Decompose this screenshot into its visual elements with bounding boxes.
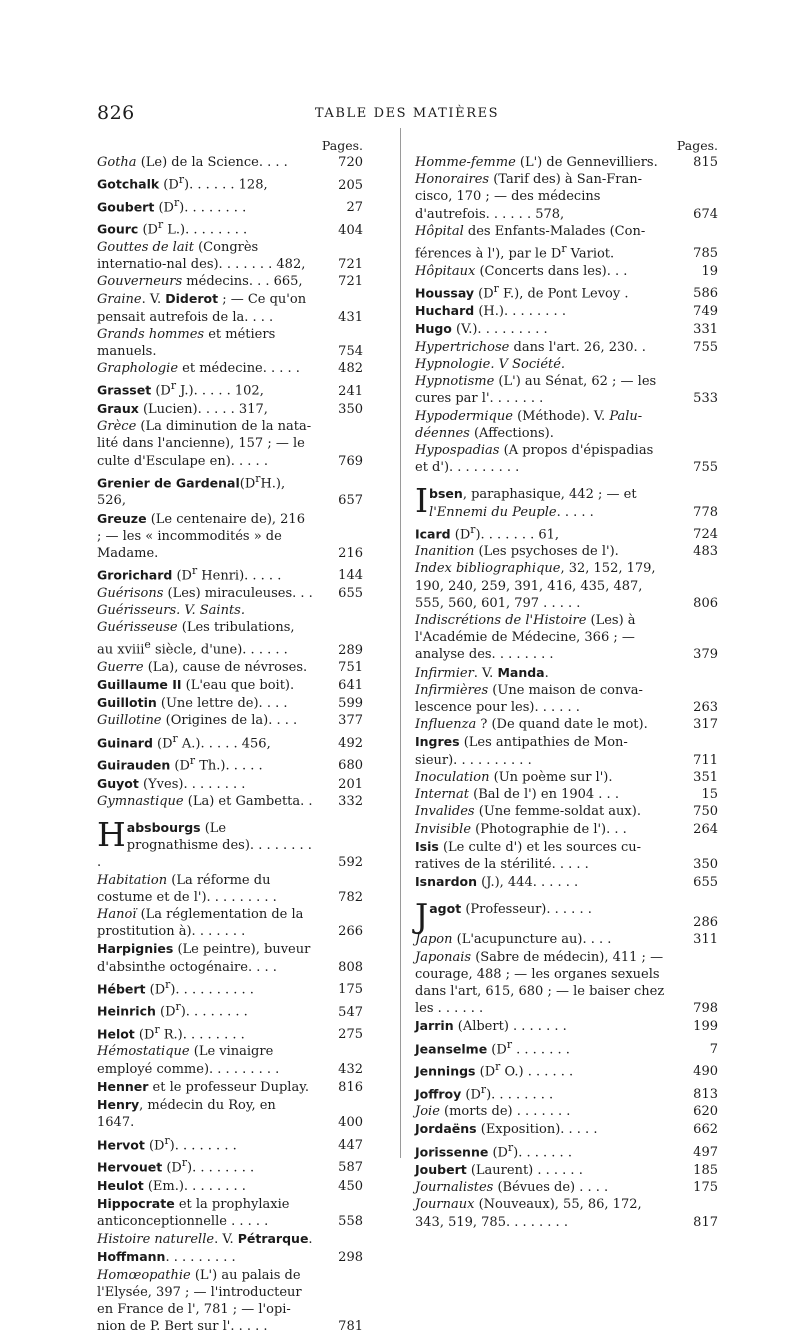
index-entry-page: 266: [338, 924, 363, 940]
index-entry-heading: Heulot (Em.). . . . . . . .: [97, 1177, 246, 1194]
index-entry: [415, 786, 718, 803]
index-entry: [97, 976, 363, 999]
index-entry-heading: Gourc ($D^r$ L.). . . . . . . .: [97, 218, 248, 238]
index-entry-heading: Hippocrate et la prophylaxie anticonceptionnelle . . . . .: [97, 1195, 290, 1229]
index-entry-heading: Indiscrétions de l'Histoire (Les) à l'Académie de Médecine, 366 ; — analyse des. . . . . . . .: [415, 613, 636, 663]
index-entry: [97, 998, 363, 1021]
index-entry: [415, 838, 718, 873]
index-entry: [415, 1196, 718, 1230]
index-entry-page: 199: [693, 1019, 718, 1035]
index-entry-page: 806: [693, 595, 718, 611]
index-entry: [97, 400, 363, 418]
index-entry: [415, 1120, 718, 1138]
index-entry-heading: Isis (Le culte d') et les sources cu-ratives de la stérilité. . . . .: [415, 838, 642, 872]
index-list-left: [97, 154, 363, 1335]
index-entry-page: 592: [338, 855, 363, 871]
index-entry-heading: Heinrich $(D^r)$. . . . . . . .: [97, 1000, 248, 1020]
index-entry-heading: Guérisseurs. V. Saints.: [97, 602, 245, 618]
index-entry: [97, 676, 363, 694]
index-entry: [97, 602, 363, 619]
index-entry-heading: Harpignies (Le peintre), buveur d'absinthe octogénaire. . . .: [97, 941, 311, 975]
index-entry: [415, 769, 718, 786]
index-entry-page: 331: [693, 322, 718, 338]
index-entry: [415, 1103, 718, 1120]
index-entry: [415, 408, 718, 442]
index-entry: [415, 521, 718, 544]
index-entry: [415, 320, 718, 338]
index-entry-heading: Gotchalk $(D^r)$. . . . . . 128,: [97, 173, 268, 193]
index-entry: [415, 263, 718, 280]
index-entry-heading: Journalistes (Bévues de) . . . .: [415, 1180, 609, 1196]
index-entry: [97, 694, 363, 712]
index-entry-heading: Jeanselme ($D^r$ . . . . . . .: [415, 1037, 570, 1057]
index-entry-heading: Greuze (Le centenaire de), 216 ; — les « incommodités » de Madame.: [97, 510, 305, 561]
pages-column-label: Pages.: [321, 138, 363, 153]
index-entry: [415, 154, 718, 171]
index-entry: [415, 682, 718, 716]
index-entry-heading: Graphologie et médecine. . . . .: [97, 361, 300, 377]
index-entry-page: 490: [693, 1064, 718, 1080]
index-entry: [97, 619, 363, 659]
index-entry: [97, 1177, 363, 1195]
index-entry-heading: Gotha (Le) de la Science. . . .: [97, 155, 288, 170]
index-entry: [415, 896, 718, 936]
index-entry-page: 311: [693, 932, 718, 948]
index-entry: [97, 360, 363, 377]
index-entry-heading: Guerre (La), cause de névroses.: [97, 659, 308, 675]
index-entry-heading: Goubert $(D^r)$. . . . . . . .: [97, 195, 247, 216]
index-entry-heading: Guérisseuse (Les tribulations, au xviii$^e$ siècle, d'une). . . . . .: [97, 620, 295, 658]
index-entry: [97, 1195, 363, 1230]
index-entry-page: 263: [693, 700, 718, 716]
index-entry: [97, 290, 363, 325]
index-entry: [97, 1230, 363, 1248]
index-column-left: [97, 137, 363, 1335]
index-entry-page: 815: [693, 155, 718, 170]
index-entry: [415, 716, 718, 733]
index-entry-page: 755: [693, 460, 718, 476]
index-entry-heading: Histoire naturelle. V. Pétrarque.: [97, 1231, 313, 1248]
index-entry: [415, 803, 718, 820]
index-entry-heading: Jorissenne $(D^r)$. . . . . . .: [415, 1140, 572, 1160]
index-entry-page: 599: [338, 696, 363, 712]
index-entry-page: 317: [693, 717, 718, 733]
index-entry-page: 275: [338, 1027, 363, 1043]
index-entry-heading: Guillotin (Une lettre de). . . .: [97, 695, 288, 712]
index-entry: [415, 1179, 718, 1196]
page-header: [97, 102, 717, 128]
index-entry: [415, 560, 718, 612]
index-entry-heading: Influenza ? (De quand date le mot).: [415, 717, 648, 733]
index-entry-heading: Hypospadias (A propos d'épispadias et d'). . . . . . . . .: [415, 442, 654, 476]
index-entry-heading: Habsbourgs (Le prognathisme des). . . . . . . . .: [97, 815, 312, 871]
index-entry-page: 769: [338, 453, 363, 469]
index-entry-heading: Guinard ($D^r$ A.). . . . . 456,: [97, 731, 271, 751]
index-entry: [415, 1081, 718, 1104]
index-entry-heading: Hervouet $(D^r)$. . . . . . . .: [97, 1156, 255, 1176]
index-entry-heading: Houssay ($D^r$ F.), de Pont Levoy .: [415, 281, 629, 302]
index-entry-heading: Invalides (Une femme-soldat aux).: [415, 804, 641, 820]
index-entry: [415, 1139, 718, 1162]
index-entry: [97, 562, 363, 585]
index-entry-page: 450: [338, 1178, 363, 1194]
index-entry-heading: Guillotine (Origines de la). . . .: [97, 713, 298, 729]
index-entry-page: 533: [693, 391, 718, 407]
index-entry-heading: Grands hommes et métiers manuels.: [97, 326, 276, 360]
index-entry: [97, 775, 363, 793]
index-entry: [97, 1078, 363, 1096]
index-entry-page: 798: [693, 1001, 718, 1017]
index-entry-page: 379: [693, 647, 718, 663]
index-entry-page: 808: [338, 959, 363, 975]
index-entry: [97, 1043, 363, 1077]
index-entry-page: 720: [338, 155, 363, 170]
index-entry: [97, 872, 363, 906]
index-column-right: [415, 137, 718, 1231]
index-entry-heading: Graux (Lucien). . . . . 317,: [97, 400, 268, 417]
index-entry-page: 216: [338, 545, 363, 561]
index-entry-page: 27: [346, 200, 363, 216]
index-entry-heading: Internat (Bal de l') en 1904 . . .: [415, 787, 619, 803]
index-entry-page: 432: [338, 1061, 363, 1077]
index-entry-page: 586: [693, 286, 718, 302]
index-entry-page: 7: [709, 1041, 718, 1057]
index-entry-heading: Hypertrichose dans l'art. 26, 230. .: [415, 339, 646, 355]
index-entry-page: 755: [693, 339, 718, 355]
index-entry-page: 332: [338, 793, 363, 809]
index-entry-heading: Jennings ($D^r$ O.) . . . . . .: [415, 1060, 574, 1080]
index-entry-page: 680: [338, 758, 363, 774]
index-entry: [415, 1161, 718, 1179]
index-entry: [97, 752, 363, 775]
index-entry-page: 400: [338, 1115, 363, 1131]
index-entry: [97, 1021, 363, 1044]
index-entry: [97, 730, 363, 753]
index-entry-heading: Ingres (Les antipathies de Mon-sieur). . . . . . . . . .: [415, 734, 628, 768]
index-entry: [97, 659, 363, 676]
index-entry: [97, 712, 363, 729]
index-entry-heading: Jordaëns (Exposition). . . . .: [415, 1121, 598, 1138]
index-entry: [97, 585, 363, 602]
index-entry-page: 778: [693, 504, 718, 520]
index-entry-heading: Hypodermique (Méthode). V. Palu-déennes (Affections).: [415, 408, 643, 441]
index-entry-heading: Hôpital des Enfants-Malades (Con-férences à l'), par le $D^r$ Variot.: [415, 223, 646, 262]
index-entry: [97, 1132, 363, 1155]
index-entry: [97, 793, 363, 810]
index-entry-page: 724: [693, 527, 718, 543]
index-entry: [97, 194, 363, 217]
index-entry-page: 558: [338, 1213, 363, 1229]
index-entry-page: 750: [693, 804, 718, 820]
index-entry-page: 497: [693, 1144, 718, 1160]
index-entry-heading: Hypnotisme (L') au Sénat, 62 ; — les cures par l'. . . . . . .: [415, 374, 657, 407]
index-entry-heading: Huchard (H.). . . . . . . .: [415, 303, 566, 320]
index-entry: [97, 815, 363, 872]
index-entry-heading: Hervot $(D^r)$. . . . . . . .: [97, 1133, 237, 1153]
index-entry-page: 19: [701, 263, 718, 279]
index-entry: [415, 481, 718, 521]
index-entry-heading: Grèce (La diminution de la nata-lité dans l'ancienne), 157 ; — le culte d'Esculape en). . . . .: [97, 419, 312, 469]
index-entry-heading: Gouttes de lait (Congrès internatio-nal des). . . . . . . 482,: [97, 239, 306, 272]
index-entry: [415, 664, 718, 682]
index-entry-page: 711: [693, 752, 718, 768]
index-entry-heading: Joie (morts de) . . . . . . .: [415, 1104, 571, 1120]
index-entry-heading: Homme-femme (L') de Gennevilliers.: [415, 155, 658, 170]
index-entry-page: 749: [693, 304, 718, 320]
index-entry-page: 15: [701, 787, 718, 803]
index-entry-heading: Icard $(D^r)$. . . . . . . 61,: [415, 522, 560, 543]
index-entry: [415, 339, 718, 356]
index-entry-page: 492: [338, 735, 363, 751]
index-entry-page: 721: [338, 257, 363, 272]
index-entry-heading: Habitation (La réforme du costume et de l'). . . . . . . . .: [97, 872, 277, 905]
index-entry: [97, 154, 363, 171]
index-entry-heading: Joubert (Laurent) . . . . . .: [415, 1162, 583, 1179]
index-entry-heading: Japonais (Sabre de médecin), 411 ; — courage, 488 ; — les organes sexuels dans l'art, 615, 680 ; — le baiser chez les . . . . . .: [415, 949, 665, 1017]
index-entry-heading: Henner et le professeur Duplay.: [97, 1078, 309, 1095]
index-entry-heading: Homœopathie (L') au palais de l'Elysée, 397 ; — l'introducteur en France de l', 781 ; — l'opi-nion de P. Bert sur l'. . . . .: [97, 1267, 302, 1335]
index-entry-page: 377: [338, 713, 363, 729]
index-entry-heading: Guyot (Yves). . . . . . . .: [97, 775, 246, 792]
index-entry-page: 641: [338, 677, 363, 693]
index-entry-page: 241: [338, 383, 363, 399]
index-entry-heading: Ibsen, paraphasique, 442 ; — et l'Ennemi du Peuple. . . . .: [415, 481, 637, 521]
index-entry: [97, 418, 363, 470]
column-divider: [400, 128, 401, 1158]
index-entry-heading: Journaux (Nouveaux), 55, 86, 172, 343, 519, 785. . . . . . . .: [415, 1197, 642, 1230]
index-entry-heading: Japon (L'acupuncture au). . . .: [415, 932, 612, 948]
index-entry-page: 816: [338, 1079, 363, 1095]
index-entry-heading: Helot ($D^r$ R.). . . . . . . .: [97, 1022, 245, 1043]
index-entry-page: 751: [338, 659, 363, 675]
index-entry: [415, 612, 718, 664]
index-entry-page: 587: [338, 1160, 363, 1176]
index-entry: [415, 1058, 718, 1081]
index-entry-page: 817: [693, 1214, 718, 1230]
index-entry-page: 547: [338, 1004, 363, 1020]
index-entry-page: 782: [338, 889, 363, 905]
index-entry: [97, 510, 363, 563]
index-entry-page: 185: [693, 1163, 718, 1179]
index-entry: [97, 273, 363, 290]
index-entry-page: 721: [338, 274, 363, 290]
index-entry-heading: Infirmières (Une maison de conva-lescence pour les). . . . . .: [415, 682, 643, 716]
index-entry: [415, 543, 718, 560]
index-entry: [97, 470, 363, 510]
index-entry-heading: Hanoï (La réglementation de la prostitution à). . . . . . .: [97, 907, 304, 940]
index-entry-page: 264: [693, 821, 718, 837]
index-entry: [97, 377, 363, 400]
index-entry-page: 144: [338, 568, 363, 584]
index-entry-heading: Index bibliographique, 32, 152, 179, 190, 240, 259, 391, 416, 435, 487, 555, 560, 601, 797 . . . . .: [415, 561, 656, 611]
index-entry: [97, 1096, 363, 1131]
index-entry: [415, 1017, 718, 1035]
index-entry-page: 754: [338, 344, 363, 360]
index-entry: [415, 356, 718, 373]
index-entry-heading: Invisible (Photographie de l'). . .: [415, 821, 627, 837]
index-entry-heading: Hôpitaux (Concerts dans les). . .: [415, 263, 628, 279]
index-entry-heading: Infirmier. V. Manda.: [415, 664, 549, 681]
index-entry-heading: Jarrin (Albert) . . . . . . .: [415, 1018, 567, 1035]
index-entry-heading: Graine. V. Diderot ; — Ce qu'on pensait autrefois de la. . . .: [97, 291, 307, 325]
index-entry: [415, 442, 718, 476]
index-entry-page: 286: [693, 915, 718, 931]
index-entry-page: 655: [338, 585, 363, 601]
index-entry-page: 404: [338, 222, 363, 238]
index-entry-heading: Hugo (V.). . . . . . . . .: [415, 321, 548, 338]
index-entry: [415, 821, 718, 838]
index-entry-heading: Hébert $(D^r)$. . . . . . . . . .: [97, 977, 254, 998]
index-entry: [97, 1154, 363, 1177]
index-entry-page: 201: [338, 776, 363, 792]
index-entry: [97, 239, 363, 273]
index-entry-heading: Hémostatique (Le vinaigre employé comme). . . . . . . . .: [97, 1044, 280, 1077]
index-entry-heading: Guirauden ($D^r$ Th.). . . . .: [97, 754, 263, 774]
index-entry: [415, 873, 718, 891]
index-entry-heading: Grenier de $Gardenal(D^rH.)$, 526,: [97, 471, 286, 509]
index-entry-heading: Gymnastique (La) et Gambetta. .: [97, 793, 313, 809]
index-entry-page: 785: [693, 246, 718, 262]
running-title: TABLE DES MATIÈRES: [314, 106, 500, 121]
index-entry: [415, 949, 718, 1018]
index-entry: [415, 171, 718, 223]
index-entry: [97, 1248, 363, 1266]
index-entry: [97, 940, 363, 975]
index-entry-page: 482: [338, 361, 363, 377]
index-entry-heading: Joffroy $(D^r)$. . . . . . . .: [415, 1082, 554, 1102]
index-entry-heading: Honoraires (Tarif des) à San-Fran-cisco, 170 ; — des médecins d'autrefois. . . . . . 578,: [415, 172, 642, 222]
index-entry: [97, 216, 363, 239]
index-entry-page: 175: [338, 982, 363, 998]
index-entry: [415, 223, 718, 263]
index-entry-page: 351: [693, 769, 718, 785]
index-entry: [97, 906, 363, 940]
index-entry-heading: Jagot (Professeur). . . . . .: [415, 896, 592, 936]
index-entry-heading: Grasset ($D^r$ J.). . . . . 102,: [97, 379, 264, 399]
index-entry-heading: Hoffmann. . . . . . . . .: [97, 1249, 236, 1266]
index-entry-heading: Inanition (Les psychoses de l').: [415, 544, 619, 560]
index-entry-page: 781: [338, 1319, 363, 1335]
pages-column-label: Pages.: [676, 138, 718, 153]
index-entry-page: 674: [693, 206, 718, 222]
index-entry-page: 289: [338, 642, 363, 658]
index-entry-page: 350: [338, 401, 363, 417]
index-entry-page: 483: [693, 544, 718, 560]
index-entry-page: 813: [693, 1086, 718, 1102]
index-entry-page: 350: [693, 856, 718, 872]
index-entry-page: 205: [338, 177, 363, 193]
index-entry: [415, 733, 718, 768]
index-entry: [97, 171, 363, 194]
index-entry-page: 657: [338, 493, 363, 509]
index-entry-page: 662: [693, 1122, 718, 1138]
index-entry: [415, 931, 718, 948]
index-entry: [415, 1036, 718, 1059]
index-entry-heading: Isnardon (J.), 444. . . . . .: [415, 874, 579, 891]
index-entry-page: 298: [338, 1250, 363, 1266]
index-entry: [97, 326, 363, 360]
index-entry-heading: Henry, médecin du Roy, en 1647.: [97, 1097, 276, 1131]
index-entry-heading: Gouverneurs médecins. . . 665,: [97, 274, 303, 290]
index-entry: [415, 373, 718, 407]
index-entry-heading: Guérisons (Les) miraculeuses. . .: [97, 585, 313, 601]
index-entry-heading: Inoculation (Un poème sur l').: [415, 769, 613, 785]
index-entry: [415, 302, 718, 320]
index-entry: [97, 1267, 363, 1335]
index-entry-page: 620: [693, 1104, 718, 1120]
index-entry: [415, 280, 718, 303]
index-entry-page: 175: [693, 1180, 718, 1196]
page-number: 826: [97, 102, 135, 124]
index-entry-heading: Hypnologie. V Société.: [415, 356, 566, 372]
index-entry-heading: Guillaume II (L'eau que boit).: [97, 676, 295, 693]
index-list-right: [415, 154, 718, 1231]
index-entry-page: 655: [693, 875, 718, 891]
index-entry-page: 447: [338, 1137, 363, 1153]
index-entry-heading: Grorichard ($D^r$ Henri). . . . .: [97, 564, 282, 584]
index-entry-page: 431: [338, 309, 363, 325]
